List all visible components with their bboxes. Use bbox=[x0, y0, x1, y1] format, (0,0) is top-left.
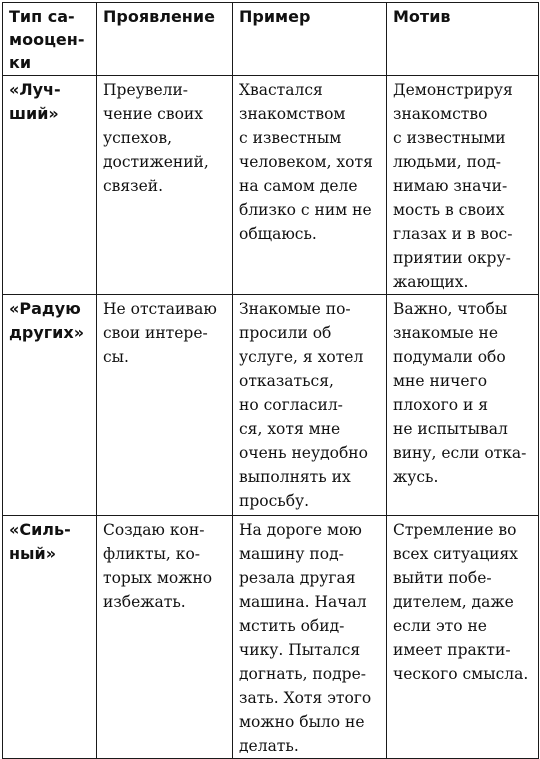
header-type-line: Тип са- bbox=[9, 7, 75, 26]
text-line: имеет практи- bbox=[393, 641, 511, 659]
text-line: Хвастался bbox=[239, 81, 323, 99]
text-line: Создаю кон- bbox=[103, 521, 205, 539]
text-line: всех ситуациях bbox=[393, 545, 519, 563]
table-row bbox=[3, 516, 539, 759]
text-line: связей. bbox=[103, 177, 164, 195]
text-line: нимаю значи- bbox=[393, 177, 508, 195]
text-line: свои интере- bbox=[103, 324, 208, 342]
text-line: успехов, bbox=[103, 129, 173, 147]
header-motive bbox=[387, 3, 539, 76]
text-line: человеком, хотя bbox=[239, 153, 373, 171]
text-line: жусь. bbox=[393, 468, 439, 486]
text-line: На дороге мою bbox=[239, 521, 362, 539]
text-line: мне ничего bbox=[393, 372, 488, 390]
type-line: ший» bbox=[9, 104, 59, 123]
text-line: достижений, bbox=[103, 153, 209, 171]
text-line: просили об bbox=[239, 324, 332, 342]
text-line: людьми, под- bbox=[393, 153, 502, 171]
header-motive-line: Мотив bbox=[393, 7, 451, 26]
type-line: «Луч- bbox=[9, 80, 61, 99]
text-line: если это не bbox=[393, 617, 487, 635]
header-example bbox=[233, 3, 387, 76]
text-line: знакомые не bbox=[393, 324, 499, 342]
text-line: знакомство bbox=[393, 105, 488, 123]
text-line: дителем, даже bbox=[393, 593, 514, 611]
header-manifestation-line: Проявление bbox=[103, 7, 215, 26]
text-line: просьбу. bbox=[239, 492, 310, 510]
row-type-cell bbox=[3, 295, 97, 516]
motive-cell bbox=[387, 295, 539, 516]
text-line: догнать, подре- bbox=[239, 665, 366, 683]
type-line: «Силь- bbox=[9, 520, 71, 539]
table-header-row bbox=[3, 3, 539, 76]
header-manifestation bbox=[97, 3, 233, 76]
text-line: знакомством bbox=[239, 105, 346, 123]
text-line: ся, хотя мне bbox=[239, 420, 341, 438]
text-line: глазах и в вос- bbox=[393, 225, 513, 243]
text-line: избежать. bbox=[103, 593, 186, 611]
motive-cell bbox=[387, 76, 539, 295]
text-line: сы. bbox=[103, 348, 129, 366]
text-line: отказаться, bbox=[239, 372, 334, 390]
type-line: «Радую bbox=[9, 299, 81, 318]
manifestation-cell bbox=[97, 516, 233, 759]
text-line: жающих. bbox=[393, 273, 469, 291]
example-cell bbox=[233, 295, 387, 516]
text-line: на самом деле bbox=[239, 177, 358, 195]
row-type-cell bbox=[3, 516, 97, 759]
text-line: вину, если отка- bbox=[393, 444, 527, 462]
text-line: подумали обо bbox=[393, 348, 506, 366]
example-cell bbox=[233, 516, 387, 759]
header-type bbox=[3, 3, 97, 76]
text-line: очень неудобно bbox=[239, 444, 368, 462]
text-line: машина. Начал bbox=[239, 593, 367, 611]
motive-cell bbox=[387, 516, 539, 759]
header-example-line: Пример bbox=[239, 7, 311, 26]
self-esteem-table bbox=[2, 2, 539, 759]
text-line: мость в своих bbox=[393, 201, 505, 219]
text-line: выйти побе- bbox=[393, 569, 492, 587]
text-line: фликты, ко- bbox=[103, 545, 201, 563]
text-line: общаюсь. bbox=[239, 225, 317, 243]
type-line: других» bbox=[9, 323, 85, 342]
text-line: не испытывал bbox=[393, 420, 508, 438]
text-line: Демонстрируя bbox=[393, 81, 513, 99]
table-row bbox=[3, 295, 539, 516]
text-line: зать. Хотя этого bbox=[239, 689, 372, 707]
manifestation-cell bbox=[97, 295, 233, 516]
text-line: чику. Пытался bbox=[239, 641, 361, 659]
row-type-cell bbox=[3, 76, 97, 295]
text-line: Преувели- bbox=[103, 81, 189, 99]
header-type-line: ки bbox=[9, 53, 32, 72]
text-line: торых можно bbox=[103, 569, 213, 587]
text-line: с известными bbox=[393, 129, 506, 147]
text-line: Важно, чтобы bbox=[393, 300, 508, 318]
text-line: но согласил- bbox=[239, 396, 343, 414]
text-line: плохого и я bbox=[393, 396, 488, 414]
text-line: машину под- bbox=[239, 545, 344, 563]
text-line: приятии окру- bbox=[393, 249, 511, 267]
text-line: Стремление во bbox=[393, 521, 517, 539]
type-line: ный» bbox=[9, 544, 57, 563]
text-line: услуге, я хотел bbox=[239, 348, 364, 366]
text-line: чение своих bbox=[103, 105, 203, 123]
header-type-line: мооцен- bbox=[9, 30, 85, 49]
text-line: Не отстаиваю bbox=[103, 300, 217, 318]
text-line: Знакомые по- bbox=[239, 300, 351, 318]
text-line: резала другая bbox=[239, 569, 356, 587]
example-cell bbox=[233, 76, 387, 295]
text-line: выполнять их bbox=[239, 468, 351, 486]
text-line: мстить обид- bbox=[239, 617, 345, 635]
manifestation-cell bbox=[97, 76, 233, 295]
text-line: с известным bbox=[239, 129, 342, 147]
text-line: делать. bbox=[239, 737, 299, 755]
text-line: ческого смысла. bbox=[393, 665, 529, 683]
text-line: близко с ним не bbox=[239, 201, 372, 219]
text-line: можно было не bbox=[239, 713, 365, 731]
table-row bbox=[3, 76, 539, 295]
